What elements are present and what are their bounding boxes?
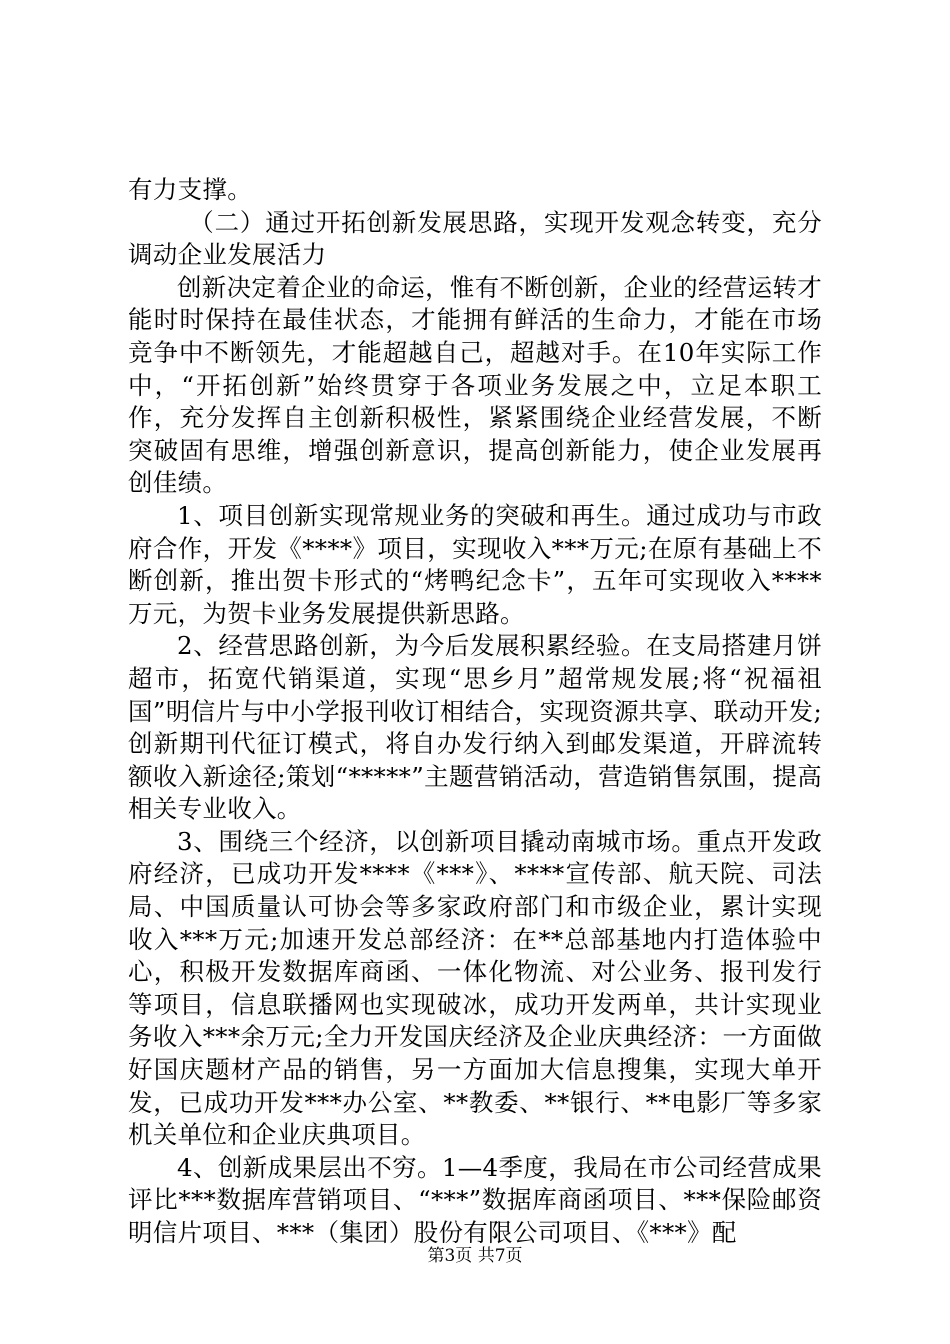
paragraph-item-3: 3、围绕三个经济，以创新项目撬动南城市场。重点开发政府经济，已成功开发****《***》、****宣传部、航天院、司法局、中国质量认可协会等多家政府部门和市级企业，累计实现收入***万元;加速开发总部经济：在**总部基地内打造体验中心，积极开发数据库商函、一体化物流、对公业务、报刊发行等项目，信息联播网也实现破冰，成功开发两单，共计实现业务收入***余万元;全力开发国庆经济及企业庆典经济：一方面做好国庆题材产品的销售，另一方面加大信息搜集，实现大单开发，已成功开发***办公室、**教委、**银行、**电影厂等多家机关单位和企业庆典项目。 [128,826,822,1150]
page-number-footer: 第3页 共7页 [427,1246,523,1266]
paragraph-item-2: 2、经营思路创新，为今后发展积累经验。在支局搭建月饼超市，拓宽代销渠道，实现“思乡月”超常规发展;将“祝福祖国”明信片与中小学报刊收订相结合，实现资源共享、联动开发;创新期刊代征订模式，将自办发行纳入到邮发渠道，开辟流转额收入新途径;策划“*****”主题营销活动，营造销售氛围，提高相关专业收入。 [128,631,822,824]
section-heading: （二）通过开拓创新发展思路，实现开发观念转变，充分调动企业发展活力 [128,207,822,270]
paragraph-item-1: 1、项目创新实现常规业务的突破和再生。通过成功与市政府合作，开发《****》项目，实现收入***万元;在原有基础上不断创新，推出贺卡形式的“烤鸭纪念卡”，五年可实现收入****万元，为贺卡业务发展提供新思路。 [128,500,822,628]
paragraph-item-4: 4、创新成果层出不穷。1—4季度，我局在市公司经营成果评比***数据库营销项目、“***”数据库商函项目、***保险邮资明信片项目、***（集团）股份有限公司项目、《***》配 [128,1152,822,1247]
paragraph-intro: 创新决定着企业的命运，惟有不断创新，企业的经营运转才能时时保持在最佳状态，才能拥有鲜活的生命力，才能在市场竞争中不断领先，才能超越自己，超越对手。在10年实际工作中，“开拓创新”始终贯穿于各项业务发展之中，立足本职工作，充分发挥自主创新积极性，紧紧围绕企业经营发展，不断突破固有思维，增强创新意识，提高创新能力，使企业发展再创佳绩。 [128,272,822,498]
paragraph-continuation: 有力支撑。 [128,175,252,204]
document-body [128,174,822,1250]
